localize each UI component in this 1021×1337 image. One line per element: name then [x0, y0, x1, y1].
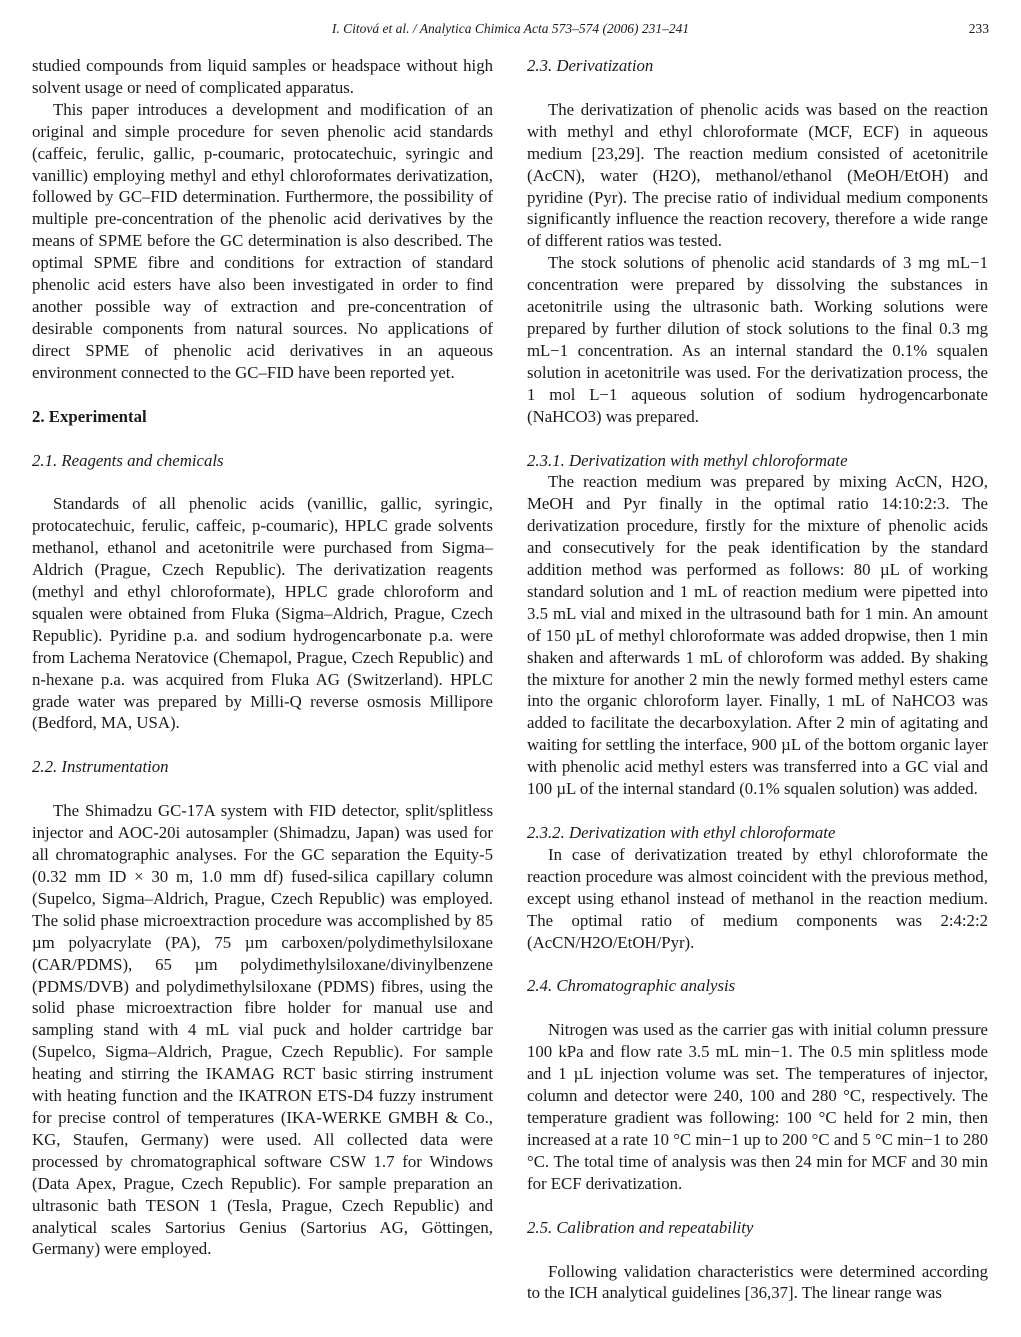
- paragraph: The derivatization of phenolic acids was based on the reaction with methyl and ethyl chloroformate (MCF, ECF) in aqueous medium [23,29]. The reaction medium consisted of acetonitrile (AcCN), water (H2O), methanol/ethanol (MeOH/EtOH) and pyridine (Pyr). The precise ratio of individual medium components significantly influence the reaction recovery, therefore a wide range of different ratios was tested.: [527, 99, 988, 251]
- paragraph: Standards of all phenolic acids (vanillic, gallic, syringic, protocatechuic, ferulic, caffeic, p-coumaric), HPLC grade solvents methanol, ethanol and acetonitrile were purchased from Sigma–Aldrich (Prague, Czech Republic). The derivatization reagents (methyl and ethyl chloroformate), HPLC grade chloroform and squalen were obtained from Fluka (Sigma–Aldrich, Prague, Czech Republic). Pyridine p.a. and sodium hydrogencarbonate p.a. were from Lachema Neratovice (Chemapol, Prague, Czech Republic) and n-hexane p.a. was acquired from Fluka AG (Switzerland). HPLC grade water was prepared by Milli-Q reverse osmosis Millipore (Bedford, MA, USA).: [32, 494, 493, 733]
- paragraph: studied compounds from liquid samples or headspace without high solvent usage or need of complicated apparatus.: [32, 56, 493, 97]
- page-number: 233: [968, 21, 989, 36]
- paragraph: Following validation characteristics were determined according to the ICH analytical guidelines [36,37]. The linear range was: [527, 1261, 988, 1303]
- subsection-heading: 2.1. Reagents and chemicals: [32, 450, 224, 470]
- right-column: [527, 55, 988, 1304]
- running-header: [0, 19, 1021, 41]
- paragraph: The Shimadzu GC-17A system with FID detector, split/splitless injector and AOC-20i autosampler (Shimadzu, Japan) was used for all chromatographic analyses. For the GC separation the Equity-5 (0.32 mm ID × 30 m, 1.0 mm df) fused-silica capillary column (Supelco, Sigma–Aldrich, Prague, Czech Republic) was employed. The solid phase microextraction procedure was accomplished by 85 µm polyacrylate (PA), 75 µm carboxen/polydimethylsiloxane (CAR/PDMS), 65 µm polydimethylsiloxane/divinylbenzene (PDMS/DVB) and polydimethylsiloxane (PDMS) fibres, using the solid phase microextraction fibre holder for manual use and sampling stand with 4 mL vial puck and holder cartridge bar (Supelco, Sigma–Aldrich, Prague, Czech Republic). For sample heating and stirring the IKAMAG RCT basic stirring instrument with heating function and the IKATRON ETS-D4 fuzzy instrument for precise control of temperatures (IKA-WERKE GMBH & Co., KG, Staufen, Germany) were used. All collected data were processed by chromatographical software CSW 1.7 for Windows (Data Apex, Prague, Czech Republic). For sample preparation an ultrasonic bath TESON 1 (Tesla, Prague, Czech Republic) and analytical scales Sartorius Genius (Sartorius AG, Göttingen, Germany) were employed.: [32, 801, 493, 1259]
- paragraph: In case of derivatization treated by ethyl chloroformate the reaction procedure was almost coincident with the previous method, except using ethanol instead of methanol in the reaction medium. The optimal ratio of medium components was 2:4:2:2 (AcCN/H2O/EtOH/Pyr).: [527, 844, 988, 952]
- paragraph: The reaction medium was prepared by mixing AcCN, H2O, MeOH and Pyr finally in the optimal ratio 14:10:2:3. The derivatization procedure, firstly for the mixture of phenolic acids and consecutively for the peak identification by the standard addition method was performed as follows: 80 µL of working standard solution and 1 mL of reaction medium were pipetted into 3.5 mL vial and mixed in the ultrasound bath for 1 min. An amount of 150 µL of methyl chloroformate was added dropwise, then 1 min shaken and afterwards 1 mL of chloroform was added. By shaking the mixture for another 2 min the newly formed methyl esters came into the organic chloroform layer. Finally, 1 mL of NaHCO3 was added to facilitate the decarboxylation. After 2 min of agitating and waiting for settling the interface, 900 µL of the bottom organic layer with phenolic acid methyl esters was transferred into a GC vial and 100 µL of the internal standard (0.1% squalen solution) was added.: [527, 472, 988, 799]
- paragraph: This paper introduces a development and modification of an original and simple procedure for seven phenolic acid standards (caffeic, ferulic, gallic, p-coumaric, protocatechuic, syringic and vanillic) employing methyl and ethyl chloroformates derivatization, followed by GC–FID determination. Furthermore, the possibility of multiple pre-concentration of the phenolic acid derivatives by the means of SPME before the GC determination is also described. The optimal SPME fibre and conditions for extraction of standard phenolic acid esters have also been investigated in order to find another possible way of extraction and pre-concentration of desirable components from natural sources. No applications of direct SPME of phenolic acid derivatives in an aqueous environment connected to the GC–FID have been reported yet.: [32, 99, 493, 382]
- subsection-heading: 2.3.2. Derivatization with ethyl chloroformate: [527, 823, 836, 842]
- subsection-heading: 2.4. Chromatographic analysis: [527, 976, 736, 996]
- subsection-heading: 2.2. Instrumentation: [32, 757, 169, 777]
- running-title: I. Citová et al. / Analytica Chimica Acta 573–574 (2006) 231–241: [331, 21, 690, 36]
- paragraph: Nitrogen was used as the carrier gas with initial column pressure 100 kPa and flow rate 3.5 mL min−1. The 0.5 min splitless mode and 1 µL injection volume was set. The temperatures of injector, column and detector were 240, 100 and 280 °C, respectively. The temperature gradient was following: 100 °C held for 2 min, then increased at a rate 10 °C min−1 up to 200 °C and 5 °C min−1 to 280 °C. The total time of analysis was then 24 min for MCF and 30 min for ECF derivatization.: [527, 1020, 988, 1193]
- section-heading: 2. Experimental: [32, 406, 147, 426]
- subsection-heading: 2.3.1. Derivatization with methyl chloroformate: [527, 450, 848, 470]
- subsection-heading: 2.5. Calibration and repeatability: [527, 1217, 754, 1237]
- paragraph: The stock solutions of phenolic acid standards of 3 mg mL−1 concentration were prepared by dissolving the substances in acetonitrile using the ultrasonic bath. Working solutions were prepared by further dilution of stock solutions to the final 0.3 mg mL−1 concentration. As an internal standard the 0.1% squalen solution in acetonitrile was used. For the derivatization process, the 1 mol L−1 aqueous solution of sodium hydrogencarbonate (NaHCO3) was prepared.: [527, 253, 988, 426]
- left-column: [32, 55, 493, 1260]
- subsection-heading: 2.3. Derivatization: [527, 56, 654, 75]
